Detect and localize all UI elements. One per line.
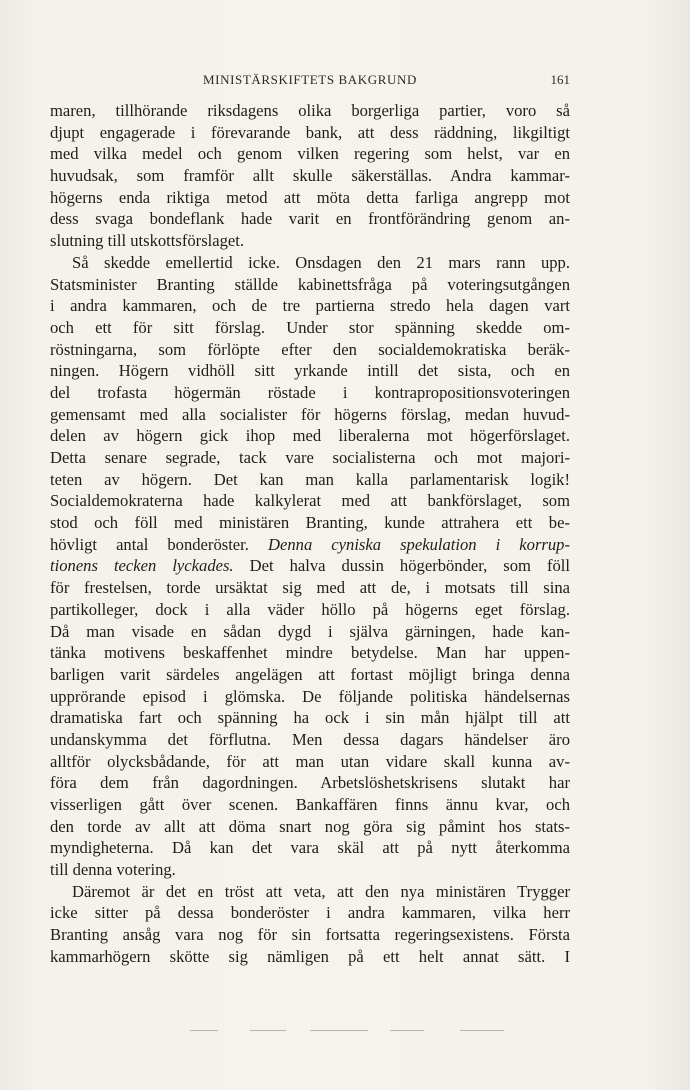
text-line: delen av högern gick ihop med liberalerna mot högerförslaget. bbox=[50, 426, 570, 446]
text-line: Detta senare segrade, tack vare socialisterna och mot majori- bbox=[50, 448, 570, 467]
text-line: undanskymma det förflutna. Men dessa dagars händelser äro bbox=[50, 729, 570, 749]
text-line: alltför olycksbådande, för att man utan vidare skall kunna av- bbox=[50, 751, 570, 771]
smudge-mark bbox=[250, 1030, 286, 1031]
smudge-mark bbox=[460, 1030, 504, 1031]
text-line: barligen varit särdeles angelägen att fortast möjligt bringa denna bbox=[50, 664, 570, 684]
text-line: och ett för sitt förslag. Under stor spänning skedde om- bbox=[50, 317, 570, 337]
text-line: djupt engagerade i förevarande bank, att dess räddning, likgiltigt bbox=[50, 122, 570, 142]
text-line: partikolleger, dock i alla väder höllo på högerns eget förslag. bbox=[50, 599, 570, 619]
paragraph-start-line: Så skedde emellertid icke. Onsdagen den 21 mars rann upp. bbox=[72, 252, 570, 272]
italic-segment: Denna cyniska spekulation i korrup- bbox=[268, 534, 570, 554]
text-line-with-italic bbox=[50, 555, 570, 577]
text-line: Statsminister Branting ställde kabinettsfråga på voteringsutgången bbox=[50, 274, 570, 294]
text-line: Branting ansåg vara nog för sin fortsatta regeringsexistens. Första bbox=[50, 925, 570, 945]
body-text bbox=[50, 100, 570, 968]
text-segment: hövligt antal bonderöster. bbox=[50, 534, 249, 554]
text-line: icke sitter på dessa bonderöster i andra kammaren, vilka herr bbox=[50, 903, 570, 923]
text-line: högerns enda riktiga metod att möta detta farliga angrepp mot bbox=[50, 187, 570, 207]
print-smudge-marks bbox=[190, 1028, 530, 1034]
text-line: föra dem från dagordningen. Arbetslöshetskrisens slutakt har bbox=[50, 773, 570, 793]
text-line: huvudsak, som framför allt skulle säkerställas. Andra kammar- bbox=[50, 166, 570, 186]
text-line: kammarhögern skötte sig nämligen på ett helt annat sätt. I bbox=[50, 946, 570, 966]
text-line: Då man visade en sådan dygd i själva gärningen, hade kan- bbox=[50, 621, 570, 641]
paragraph-start-line: Däremot är det en tröst att veta, att den nya ministären Trygger bbox=[72, 881, 570, 901]
text-line: röstningarna, som förlöpte efter den socialdemokratiska beräk- bbox=[50, 339, 570, 359]
text-line: i andra kammaren, och de tre partierna stredo hela dagen vart bbox=[50, 296, 570, 316]
running-title: MINISTÄRSKIFTETS BAKGRUND bbox=[203, 72, 417, 87]
text-line: del trofasta högermän röstade i kontrapropositionsvoteringen bbox=[50, 382, 570, 402]
text-line: slutning till utskottsförslaget. bbox=[50, 231, 245, 251]
italic-segment: tionens tecken lyckades. bbox=[50, 556, 234, 576]
text-line: Socialdemokraterna hade kalkylerat med att bankförslaget, som bbox=[50, 491, 570, 511]
smudge-mark bbox=[190, 1030, 218, 1031]
smudge-mark bbox=[310, 1030, 368, 1031]
text-line: för frestelsen, torde ursäktat sig med att de, i motsats till sina bbox=[50, 578, 570, 598]
text-line: dramatiska fart och spänning ha ock i sin mån hjälpt till att bbox=[50, 708, 570, 728]
text-line: upprörande episod i glömska. De följande politiska händelsernas bbox=[50, 686, 570, 706]
text-line: med vilka medel och genom vilken regering som helst, var en bbox=[50, 144, 570, 164]
text-line-with-italic bbox=[50, 534, 570, 556]
text-line: dess svaga bondeflank hade varit en frontförändring genom an- bbox=[50, 209, 570, 229]
text-line: den torde av allt att döma snart nog göra sig påmint hos stats- bbox=[50, 816, 570, 836]
text-line: ningen. Högern vidhöll sitt yrkande intill det sista, och en bbox=[50, 361, 570, 381]
text-line: till denna votering. bbox=[50, 860, 176, 880]
smudge-mark bbox=[390, 1030, 424, 1031]
text-line: maren, tillhörande riksdagens olika borgerliga partier, voro så bbox=[50, 101, 570, 120]
text-line: visserligen gått över scenen. Bankaffären finns ännu kvar, och bbox=[50, 795, 570, 814]
text-segment: Det halva dussin högerbönder, som föll bbox=[249, 556, 570, 576]
page-number: 161 bbox=[550, 72, 570, 87]
text-line: stod och föll med ministären Branting, kunde attrahera ett be- bbox=[50, 513, 570, 533]
text-line: teten av högern. Det kan man kalla parlamentarisk logik! bbox=[50, 469, 570, 489]
text-line: tänka motivens beskaffenhet mindre betydelse. Man har uppen- bbox=[50, 643, 570, 663]
page-header bbox=[50, 72, 570, 92]
text-line: myndigheterna. Då kan det vara skäl att på nytt återkomma bbox=[50, 838, 570, 858]
text-line: gemensamt med alla socialister för högerns förslag, medan huvud- bbox=[50, 404, 570, 424]
